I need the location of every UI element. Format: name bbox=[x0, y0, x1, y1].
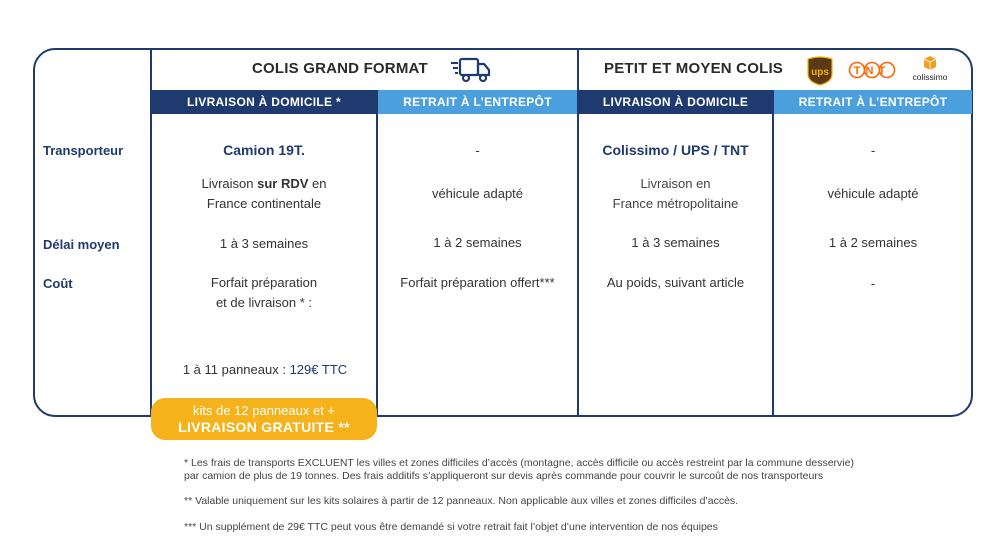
col1-delai: 1 à 3 semaines bbox=[219, 236, 309, 251]
col4-vehicule: véhicule adapté bbox=[827, 186, 919, 201]
col1-cout: Forfait préparation et de livraison * : bbox=[210, 275, 318, 310]
group-title-grand-format: COLIS GRAND FORMAT bbox=[252, 60, 428, 77]
col4-cout: - bbox=[870, 276, 876, 291]
col3-delai: 1 à 3 semaines bbox=[631, 235, 720, 250]
col2-transporteur: - bbox=[475, 143, 480, 158]
footnote-3: *** Un supplément de 29€ TTC peut vous être demandé si votre retrait fait l’objet d’une intervention de nos équipes bbox=[184, 521, 718, 533]
row-label-cout: Coût bbox=[43, 276, 73, 291]
svg-text:colissimo: colissimo bbox=[912, 72, 948, 82]
header-retrait-entrepot-petit: RETRAIT À L’ENTREPÔT bbox=[774, 90, 972, 114]
colissimo-logo-icon bbox=[908, 55, 952, 83]
promo-line2: LIVRAISON GRATUITE ** bbox=[178, 419, 350, 435]
group-title-petit-moyen: PETIT ET MOYEN COLIS bbox=[604, 60, 784, 77]
free-delivery-badge bbox=[151, 398, 377, 440]
divider-4 bbox=[772, 90, 774, 417]
header-livraison-domicile-petit: LIVRAISON À DOMICILE bbox=[579, 90, 772, 114]
truck-icon bbox=[450, 56, 492, 84]
col1-livraison: Livraison sur RDV en France continentale bbox=[201, 176, 327, 211]
footnote-1: * Les frais de transports EXCLUENT les villes et zones difficiles d’accès (montagne, accès difficile ou accès restreint par la commune desservie) par camion de plus de 19 tonnes. Des frais additifs s’appliqueront sur devis après commande pour couvrir le surcoût de nos transporteurs bbox=[184, 457, 854, 482]
col3-livraison: Livraison en France métropolitaine bbox=[612, 176, 739, 211]
svg-text:TNT: TNT bbox=[853, 65, 891, 77]
promo-line1: kits de 12 panneaux et + bbox=[192, 403, 336, 418]
col4-delai: 1 à 2 semaines bbox=[828, 235, 918, 250]
row-label-delai: Délai moyen bbox=[43, 237, 120, 252]
tnt-logo-icon bbox=[848, 61, 896, 79]
col2-delai: 1 à 2 semaines bbox=[433, 235, 522, 250]
col2-vehicule: véhicule adapté bbox=[431, 186, 524, 201]
col3-cout: Au poids, suivant article bbox=[606, 275, 745, 290]
col4-transporteur: - bbox=[870, 143, 876, 158]
svg-text:ups: ups bbox=[811, 67, 829, 78]
col3-transporteur: Colissimo / UPS / TNT bbox=[602, 142, 749, 158]
col1-panneaux-price: 1 à 11 panneaux : 129€ TTC bbox=[182, 362, 348, 377]
header-livraison-domicile-grand: LIVRAISON À DOMICILE * bbox=[152, 90, 376, 114]
col1-transporteur: Camion 19T. bbox=[223, 142, 305, 158]
header-retrait-entrepot-grand: RETRAIT À L’ENTREPÔT bbox=[378, 90, 577, 114]
col2-cout: Forfait préparation offert*** bbox=[400, 275, 555, 290]
footnote-2: ** Valable uniquement sur les kits solaires à partir de 12 panneaux. Non applicable aux villes et zones difficiles d’accès. bbox=[184, 495, 739, 507]
ups-logo-icon bbox=[806, 56, 834, 86]
row-label-transporteur: Transporteur bbox=[43, 143, 124, 158]
